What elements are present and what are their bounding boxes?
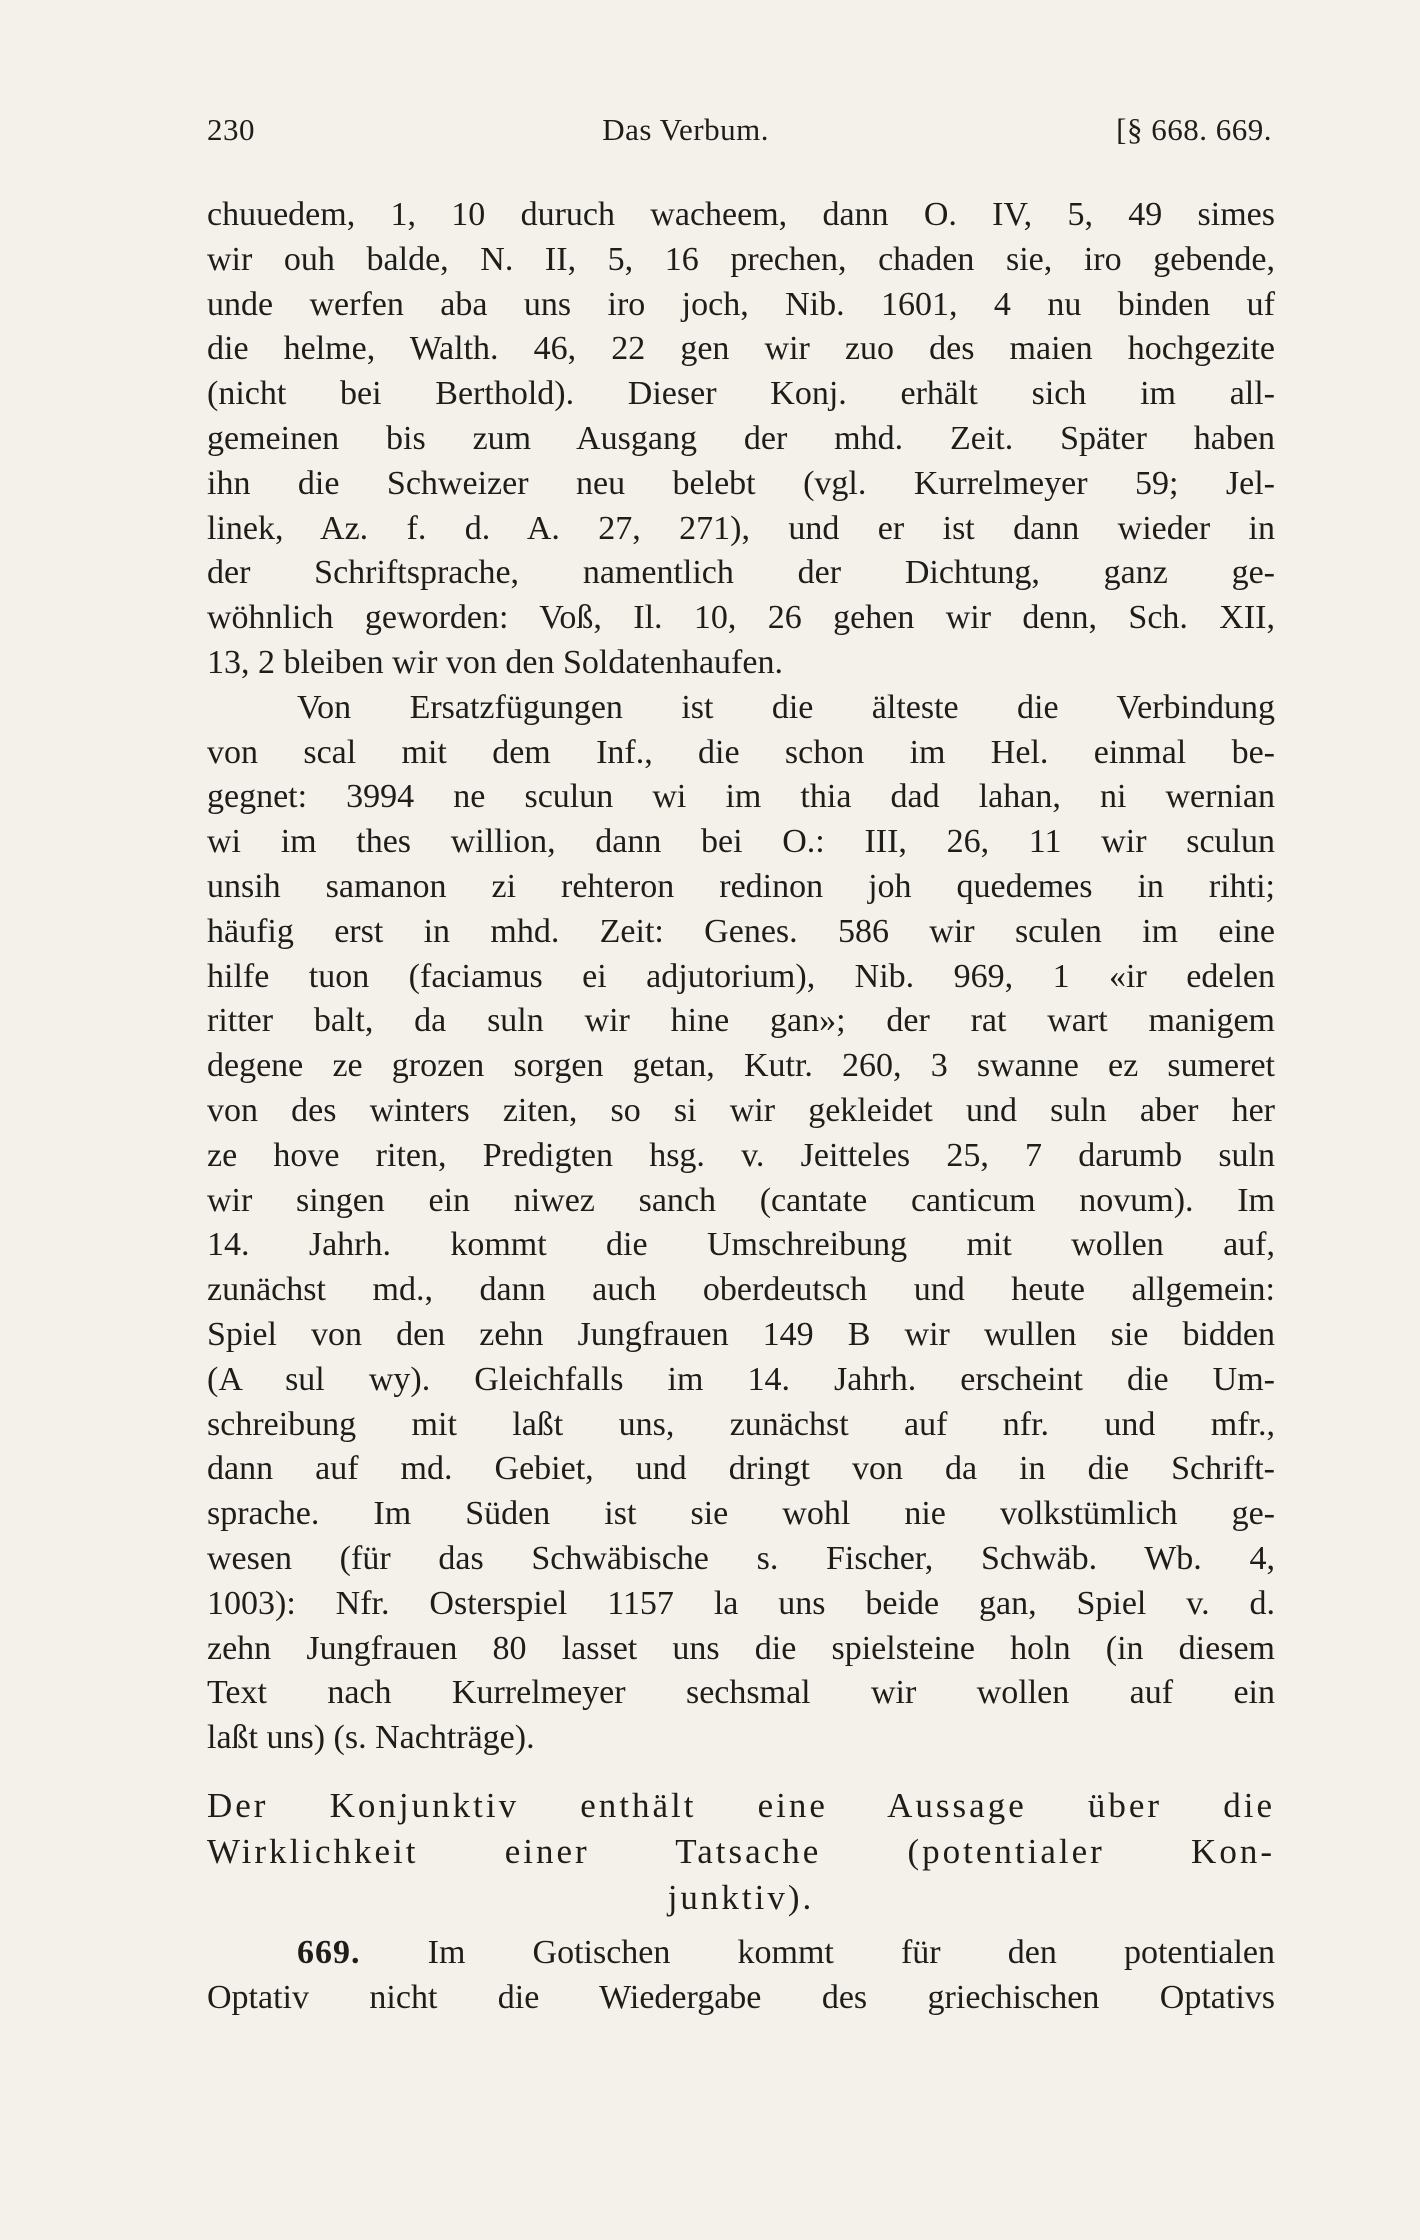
page-number: 230 [207,112,255,147]
text-line: Von Ersatzfügungen ist die älteste die Verbindung [297,688,1275,726]
text-line: häufig erst in mhd. Zeit: Genes. 586 wir sculen im eine [207,912,1275,950]
text-line: Im Gotischen kommt für den potentialen [427,1933,1275,1971]
text-line: Optativ nicht die Wiedergabe des griechischen Optativs [207,1978,1275,2016]
text-line: gegnet: 3994 ne sculun wi im thia dad lahan, ni wernian [207,778,1275,816]
text-line: wir ouh balde, N. II, 5, 16 prechen, chaden sie, iro gebende, [207,240,1275,278]
text-line: unsih samanon zi rehteron redinon joh quedemes in rihti; [207,867,1275,905]
paragraph-substitutes [207,686,1275,1761]
text-line: zunächst md., dann auch oberdeutsch und heute allgemein: [207,1271,1275,1309]
text-line: dann auf md. Gebiet, und dringt von da in die Schrift- [207,1450,1275,1488]
text-line: laßt uns) (s. Nachträge). [207,1719,535,1757]
text-line: ritter balt, da suln wir hine gan»; der rat wart manigem [207,1002,1275,1040]
running-header [207,112,1272,156]
text-line: zehn Jungfrauen 80 lasset uns die spielsteine holn (in diesem [207,1629,1275,1667]
text-line: gemeinen bis zum Ausgang der mhd. Zeit. Später haben [207,419,1275,457]
text-line: ze hove riten, Predigten hsg. v. Jeitteles 25, 7 darumb suln [207,1136,1275,1174]
text-line: von scal mit dem Inf., die schon im Hel. einmal be- [207,733,1275,771]
text-line: unde werfen aba uns iro joch, Nib. 1601, 4 nu binden uf [207,285,1275,323]
text-line: linek, Az. f. d. A. 27, 271), und er ist dann wieder in [207,509,1275,547]
body-text [207,193,1275,2020]
text-line: 1003): Nfr. Osterspiel 1157 la uns beide gan, Spiel v. d. [207,1584,1275,1622]
thesis-heading [207,1783,1275,1921]
text-line: wesen (für das Schwäbische s. Fischer, Schwäb. Wb. 4, [207,1539,1275,1577]
paragraph-examples [207,193,1275,686]
text-line: 13, 2 bleiben wir von den Soldatenhaufen. [207,643,783,681]
text-line: Text nach Kurrelmeyer sechsmal wir wollen auf ein [207,1674,1275,1712]
text-line: degene ze grozen sorgen getan, Kutr. 260, 3 swanne ez sumeret [207,1047,1275,1085]
thesis-line: junktiv). [667,1877,815,1917]
text-line: (nicht bei Berthold). Dieser Konj. erhält sich im all- [207,375,1275,413]
section-number: 669. [297,1933,361,1971]
text-line: wi im thes willion, dann bei O.: III, 26, 11 wir sculun [207,823,1275,861]
section-669 [207,1931,1275,2021]
thesis-line: Wirklichkeit einer Tatsache (potentialer Kon- [207,1831,1275,1871]
text-line: chuuedem, 1, 10 duruch wacheem, dann O. IV, 5, 49 simes [207,196,1275,233]
text-line: 14. Jahrh. kommt die Umschreibung mit wollen auf, [207,1226,1275,1264]
text-line: wöhnlich geworden: Voß, Il. 10, 26 gehen wir denn, Sch. XII, [207,599,1275,637]
text-line: wir singen ein niwez sanch (cantate canticum novum). Im [207,1181,1275,1219]
text-line: der Schriftsprache, namentlich der Dichtung, ganz ge- [207,554,1275,592]
text-line: die helme, Walth. 46, 22 gen wir zuo des maien hochgezite [207,330,1275,368]
section-669-first-line [207,1931,1275,1976]
text-line: Spiel von den zehn Jungfrauen 149 B wir wullen sie bidden [207,1315,1275,1353]
section-reference: [§ 668. 669. [1116,112,1272,147]
text-line: sprache. Im Süden ist sie wohl nie volkstümlich ge- [207,1495,1275,1533]
text-line: hilfe tuon (faciamus ei adjutorium), Nib. 969, 1 «ir edelen [207,957,1275,995]
text-line: ihn die Schweizer neu belebt (vgl. Kurrelmeyer 59; Jel- [207,464,1275,502]
running-title: Das Verbum. [602,112,769,147]
thesis-line: Der Konjunktiv enthält eine Aussage über die [207,1785,1275,1825]
text-line: (A sul wy). Gleichfalls im 14. Jahrh. erscheint die Um- [207,1360,1275,1398]
text-line: von des winters ziten, so si wir gekleidet und suln aber her [207,1091,1275,1129]
text-line: schreibung mit laßt uns, zunächst auf nfr. und mfr., [207,1405,1275,1443]
